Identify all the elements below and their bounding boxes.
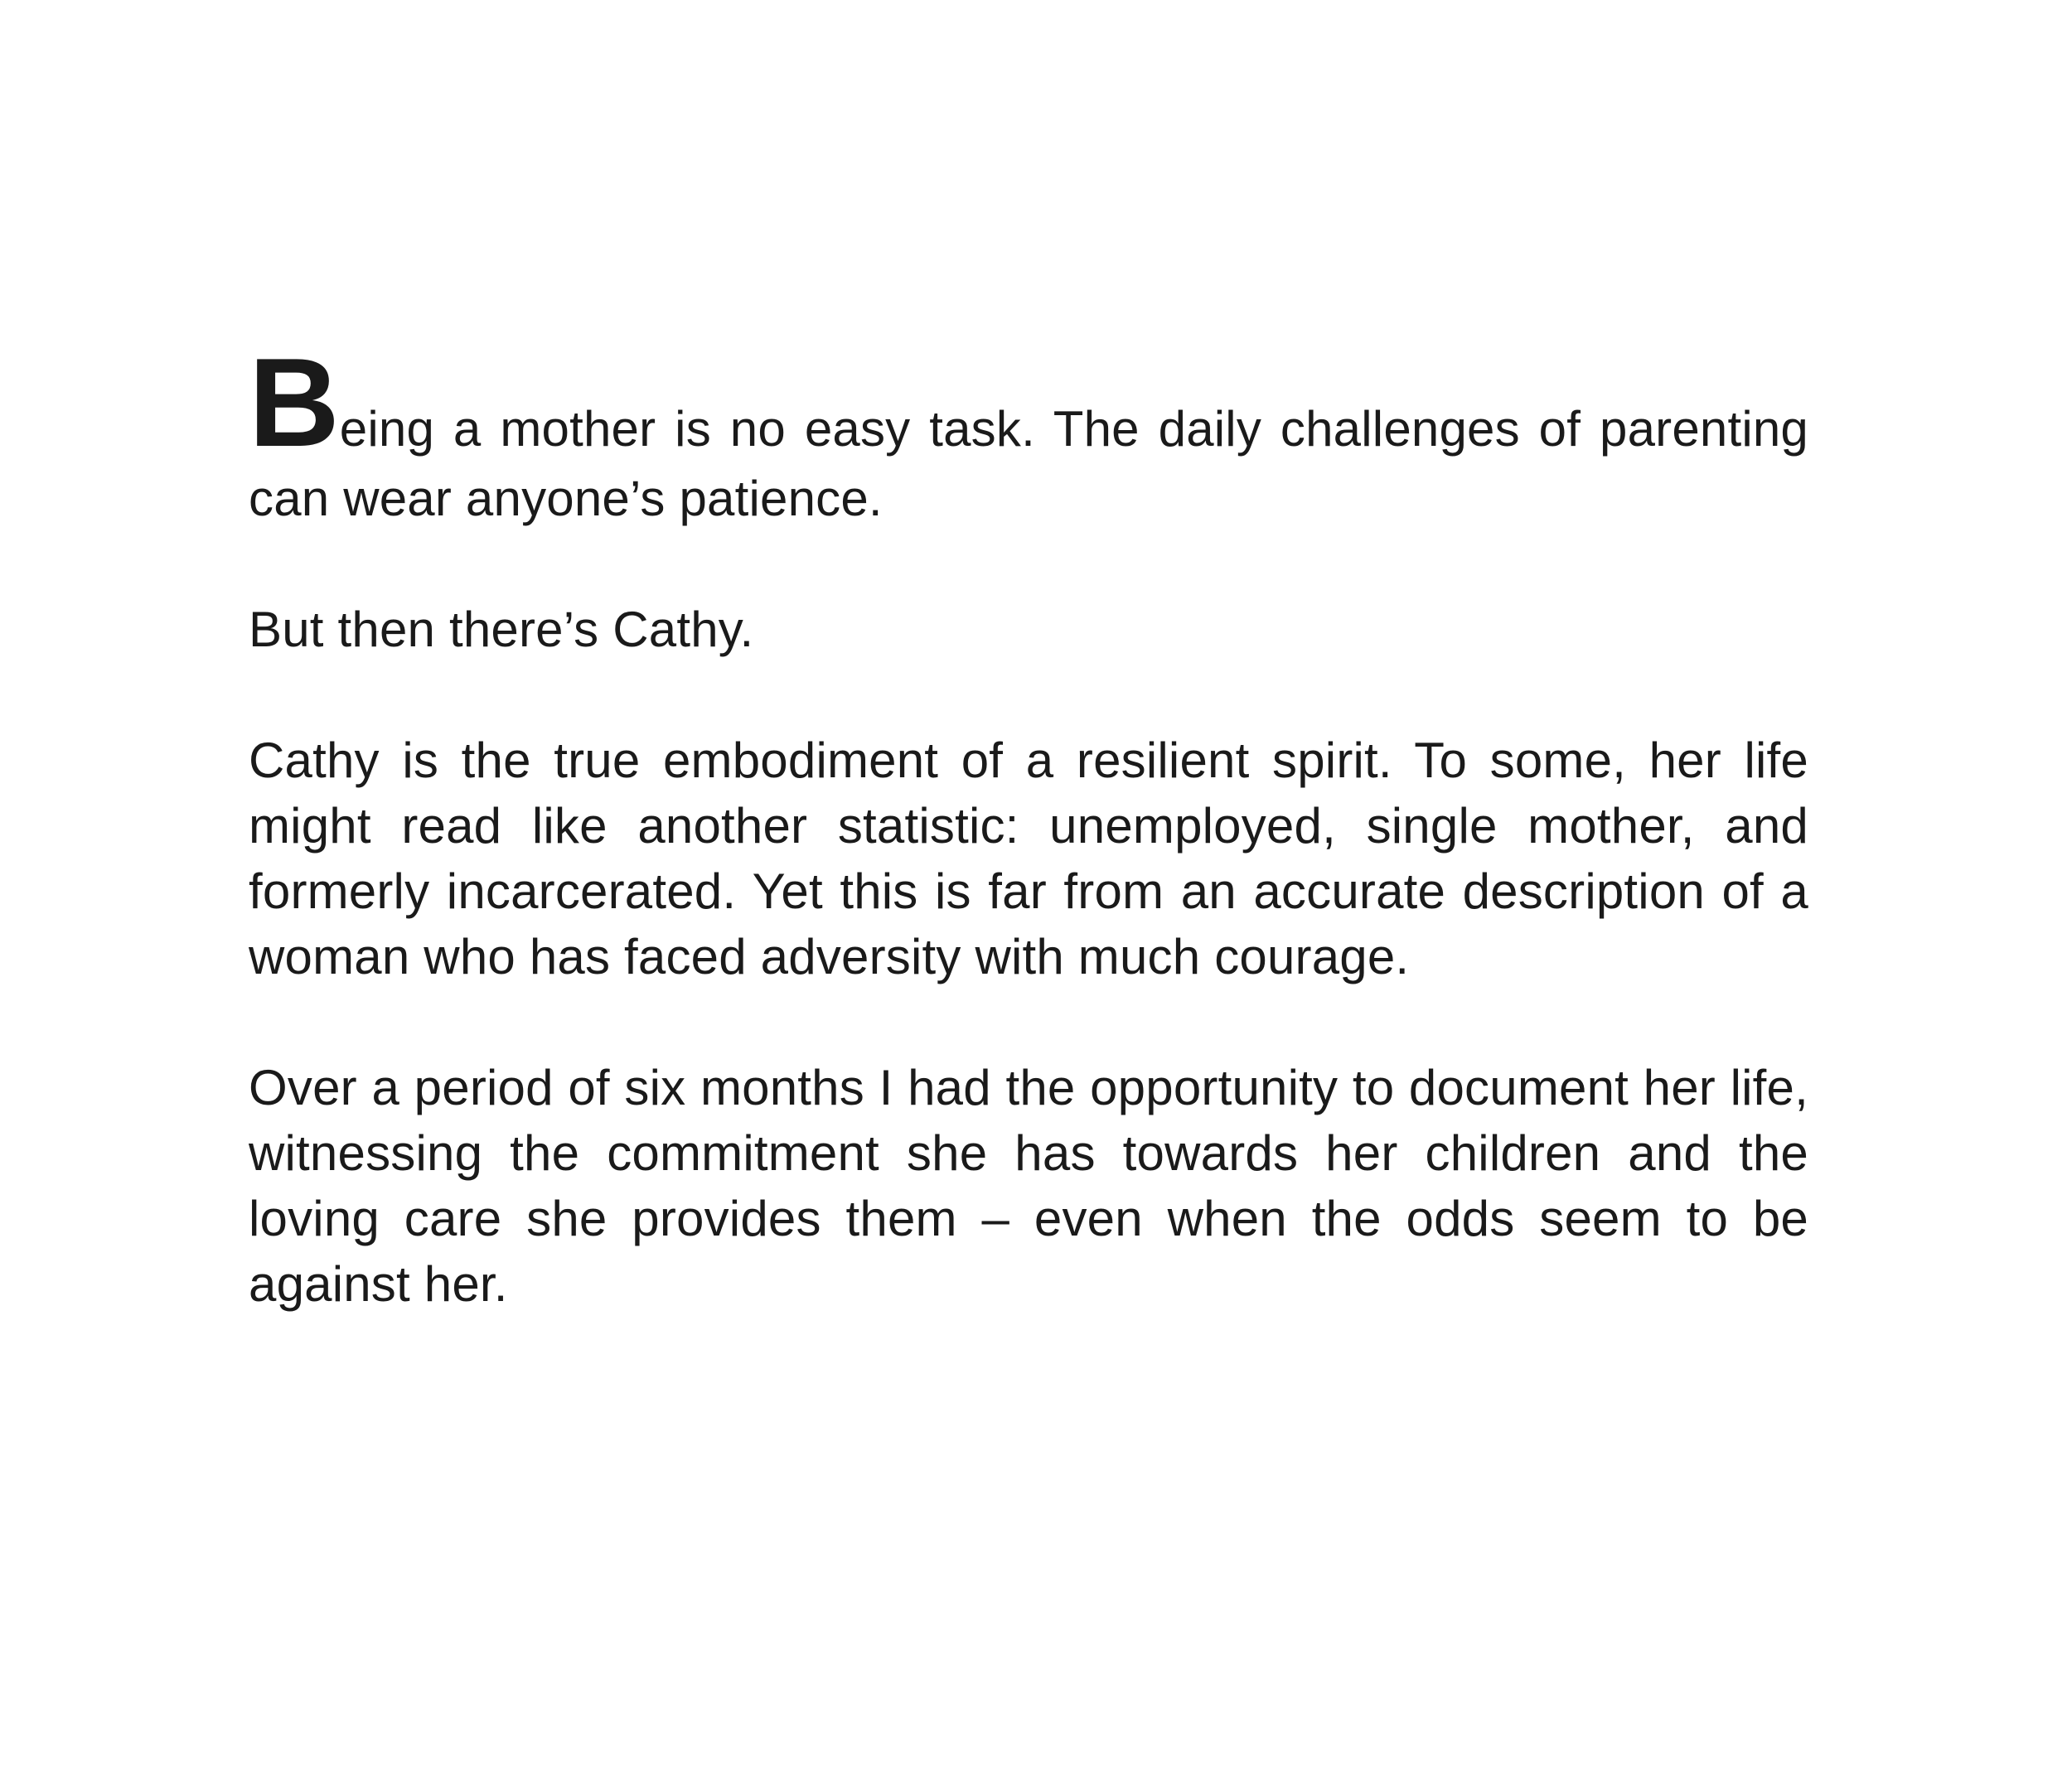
body-text <box>249 332 1808 1317</box>
paragraph-1 <box>249 332 1808 531</box>
drop-cap: B <box>249 332 338 473</box>
paragraph-4: Over a period of six months I had the opportunity to document her life, witnessing the commitment she has towards her children and the loving care she provides them – even when the odds seem to be against her. <box>249 1060 1808 1312</box>
paragraph-2: But then there’s Cathy. <box>249 602 754 657</box>
paragraph-1-text: eing a mother is no easy task. The daily challenges of parenting can wear anyone’s patience. <box>249 401 1808 526</box>
paragraph-3: Cathy is the true embodiment of a resilient spirit. To some, her life might read like another statistic: unemployed, single mother, and formerly incarcerated. Yet this is far from an accurate description of a woman who has faced adversity with much courage. <box>249 733 1808 984</box>
